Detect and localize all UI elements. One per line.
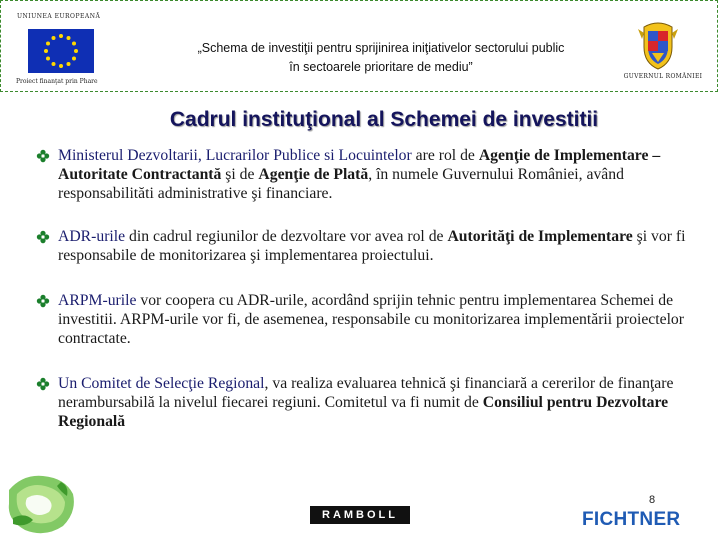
- list-item: [36, 374, 698, 431]
- eu-flag-icon: [28, 29, 94, 73]
- diamond-clover-icon: [36, 377, 50, 391]
- bullet-text-b: vor coopera cu ADR-urile, acordând sprijin tehnic pentru implementarea Schemei de investitii. ARPM-urile vor fi, de asemenea, responsabile cu monitorizarea implementării proiectelor contractate.: [58, 292, 684, 347]
- fichtner-logo: FICHTNER: [582, 509, 681, 530]
- diamond-clover-icon: [36, 149, 50, 163]
- bullet-text-a: Un Comitet de Selecţie Regional: [58, 375, 265, 392]
- list-item: [36, 227, 698, 265]
- bullet-text-f: , în numele Guvernului României, având responsabilităti administrative şi financiare.: [58, 166, 624, 202]
- slide-title: Cadrul instituţional al Schemei de investitii: [169, 108, 599, 131]
- header-title-line2: în sectoarele prioritare de mediu”: [289, 60, 473, 74]
- bullet-text-a: Ministerul Dezvoltarii, Lucrarilor Publice si Locuintelor: [58, 147, 412, 164]
- header: [0, 0, 718, 92]
- romania-coat-of-arms-icon: [634, 17, 682, 73]
- eu-label: UNIUNEA EUROPEANĂ: [17, 13, 101, 20]
- bullet-text-d: şi de: [221, 166, 259, 183]
- eu-caption: Proiect finanţat prin Phare: [16, 78, 98, 85]
- bullet-text-a: ARPM-urile: [58, 292, 137, 309]
- bullet-list: [36, 146, 698, 431]
- bullet-text-c: Consiliul pentru Dezvoltare Regională: [58, 394, 669, 430]
- header-title-line1: „Schema de investiţii pentru sprijinirea iniţiativelor sectorului public: [197, 41, 565, 55]
- bullet-text-d: şi vor fi responsabile de monitorizarea şi implementarea proiectului.: [58, 228, 686, 264]
- diamond-clover-icon: [36, 230, 50, 244]
- bullet-text-c: Agenţie de Implementare – Autoritate Contractantă: [58, 147, 661, 183]
- page-number: 8: [649, 494, 656, 506]
- bullet-text-a: ADR-urile: [58, 228, 126, 245]
- romania-map-logo-icon: [3, 468, 79, 540]
- bullet-text-c: Autorităţi de Implementare: [447, 228, 633, 245]
- list-item: [36, 291, 698, 348]
- bullet-text-e: Agenţie de Plată: [258, 166, 369, 183]
- gov-label: GUVERNUL ROMÂNIEI: [623, 73, 703, 80]
- bullet-text-b: are rol de: [411, 147, 479, 164]
- bullet-text-b: , va realiza evaluarea tehnică şi financiară a cererilor de finanţare nerambursabilă la nivelul fiecarei regiuni. Comitetul va fi numit de: [58, 375, 674, 411]
- ramboll-logo: RAMBOLL: [310, 506, 410, 524]
- diamond-clover-icon: [36, 294, 50, 308]
- header-title: [151, 39, 611, 77]
- bullet-text-b: din cadrul regiunilor de dezvoltare vor avea rol de: [125, 228, 448, 245]
- list-item: [36, 146, 698, 203]
